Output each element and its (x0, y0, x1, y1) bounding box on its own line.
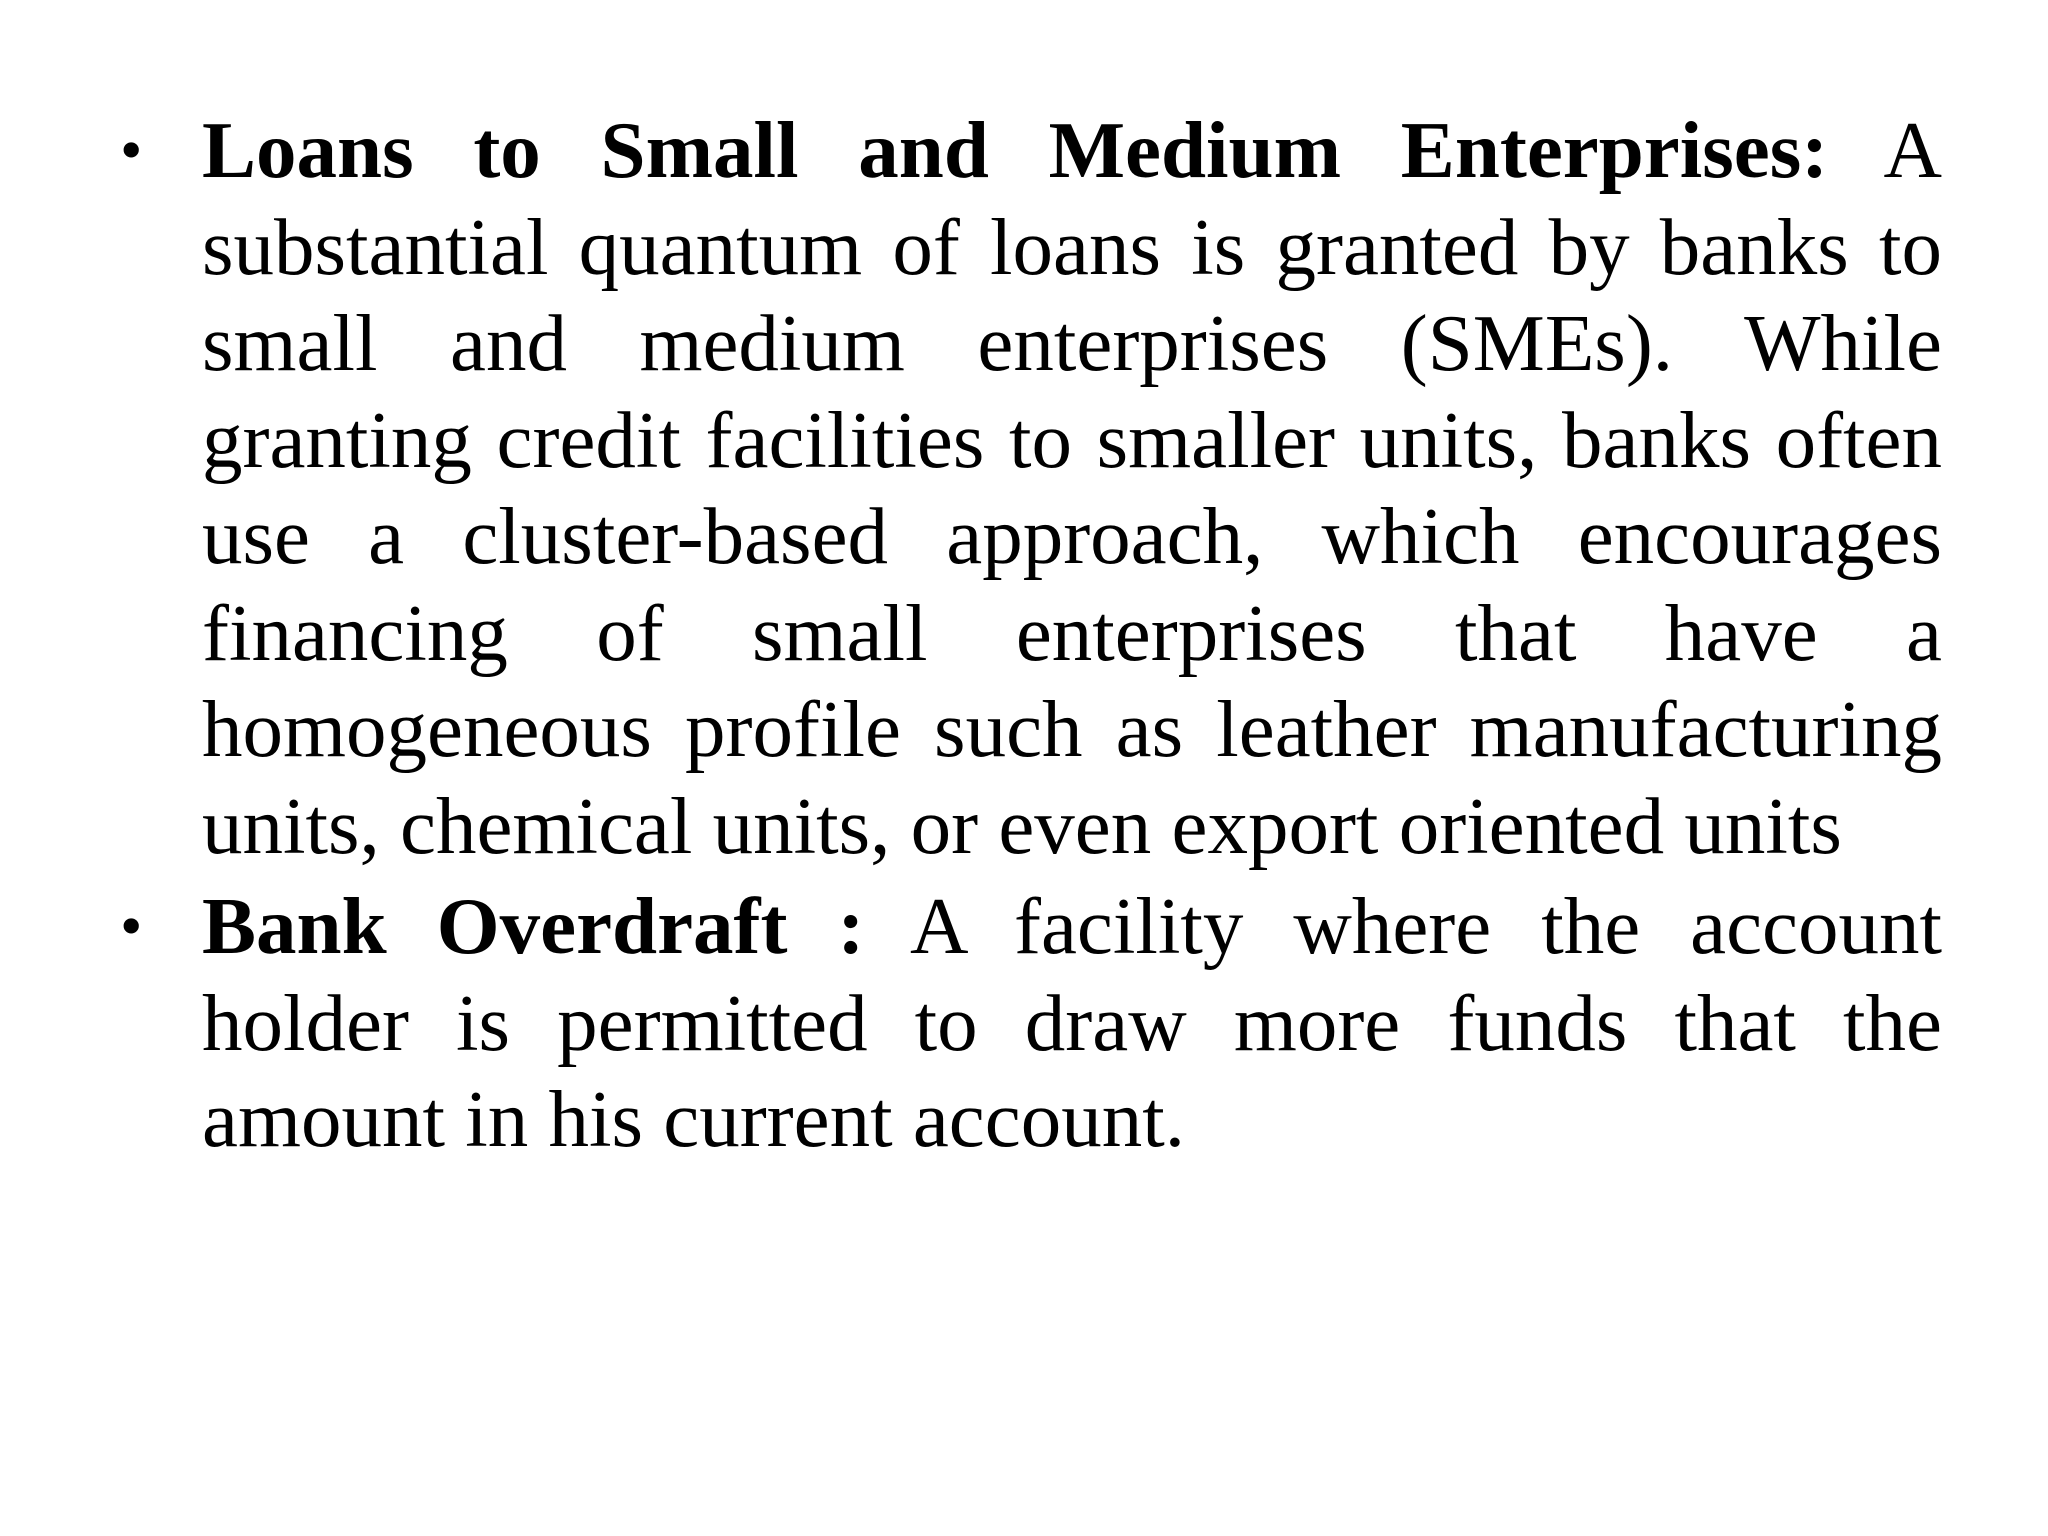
bullet-item-sme-loans (120, 102, 1942, 874)
bullet-icon: • (120, 114, 143, 185)
bullet-text: A substantial quantum of loans is granted by banks to small and medium enterprises (SMEs). While granting credit facilities to smaller units, banks often use a cluster-based approach, which encourages financing of small enterprises that have a homogeneous profile such as leather manufacturing units, chemical units, or even export oriented units (202, 105, 1942, 871)
bullet-item-bank-overdraft (120, 878, 1942, 1168)
bullet-list (120, 102, 1942, 1172)
bullet-term: Loans to Small and Medium Enterprises: (202, 105, 1829, 195)
bullet-term: Bank Overdraft : (202, 881, 865, 971)
bullet-icon: • (120, 890, 143, 961)
bullet-text: A facility where the account holder is permitted to draw more funds that the amount in his current account. (202, 881, 1943, 1164)
